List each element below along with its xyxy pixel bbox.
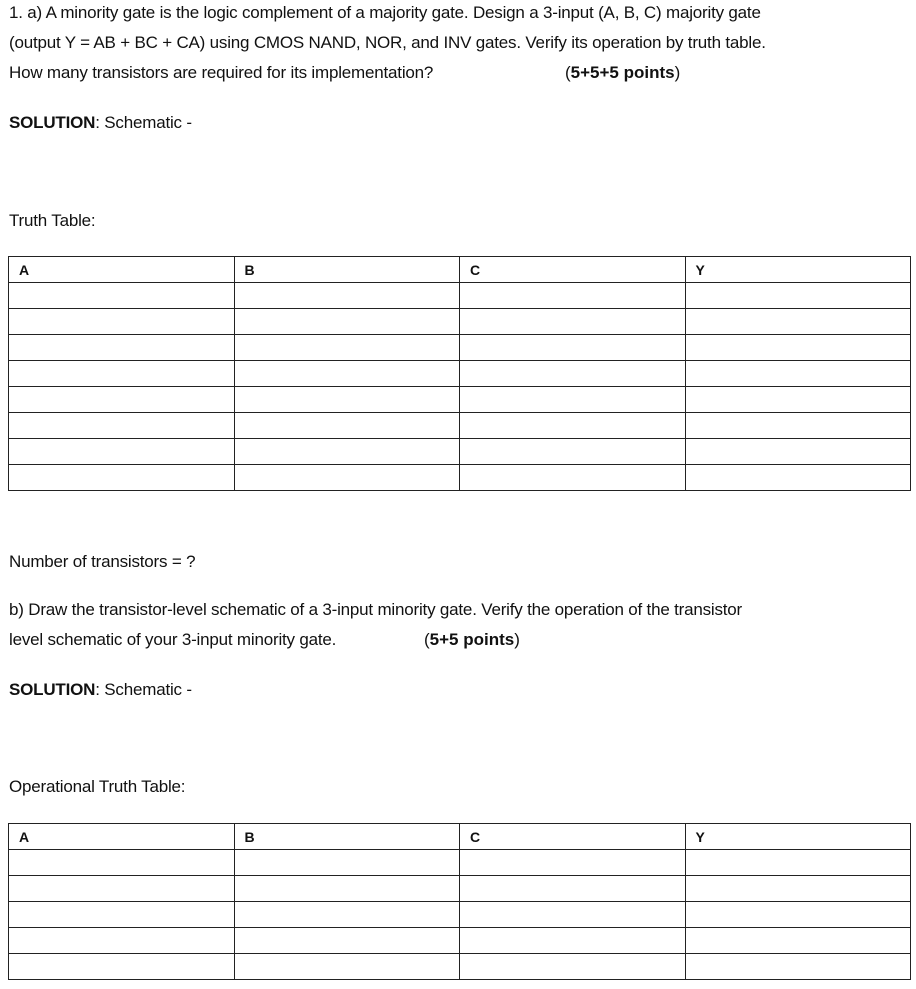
table-cell[interactable] — [234, 335, 460, 361]
table-cell[interactable] — [234, 413, 460, 439]
table-row — [9, 902, 911, 928]
column-header: Y — [685, 257, 911, 283]
table-cell[interactable] — [9, 465, 235, 491]
table-cell[interactable] — [9, 309, 235, 335]
table-cell[interactable] — [460, 361, 686, 387]
table-cell[interactable] — [9, 928, 235, 954]
column-header: C — [460, 824, 686, 850]
truth-table-a — [8, 256, 911, 491]
column-header: B — [234, 257, 460, 283]
column-header: B — [234, 824, 460, 850]
table-cell[interactable] — [234, 465, 460, 491]
table-row — [9, 850, 911, 876]
table-cell[interactable] — [685, 439, 911, 465]
question-a-line1: 1. a) A minority gate is the logic complement of a majority gate. Design a 3-input (A, B, C) majority gate — [9, 3, 761, 22]
table-cell[interactable] — [234, 928, 460, 954]
table-cell[interactable] — [685, 413, 911, 439]
table-cell[interactable] — [234, 902, 460, 928]
table-cell[interactable] — [9, 876, 235, 902]
table-cell[interactable] — [685, 387, 911, 413]
table-header-row — [9, 257, 911, 283]
table-cell[interactable] — [685, 309, 911, 335]
table-row — [9, 335, 911, 361]
table-row — [9, 283, 911, 309]
table-cell[interactable] — [685, 954, 911, 980]
table-cell[interactable] — [460, 283, 686, 309]
table-row — [9, 387, 911, 413]
table-row — [9, 928, 911, 954]
column-header: A — [9, 257, 235, 283]
table-cell[interactable] — [234, 954, 460, 980]
solution-b: SOLUTION: Schematic - — [9, 680, 192, 699]
question-b-line1: b) Draw the transistor-level schematic of a 3-input minority gate. Verify the operation of the transistor — [9, 600, 743, 619]
table-row — [9, 954, 911, 980]
table-cell[interactable] — [234, 439, 460, 465]
table-cell[interactable] — [460, 335, 686, 361]
table-cell[interactable] — [460, 954, 686, 980]
table-cell[interactable] — [9, 850, 235, 876]
table-cell[interactable] — [685, 361, 911, 387]
table-cell[interactable] — [460, 850, 686, 876]
table-cell[interactable] — [234, 387, 460, 413]
table-header-row — [9, 824, 911, 850]
table-cell[interactable] — [685, 850, 911, 876]
table-row — [9, 439, 911, 465]
table-cell[interactable] — [685, 876, 911, 902]
table-row — [9, 465, 911, 491]
table-cell[interactable] — [460, 387, 686, 413]
table-row — [9, 413, 911, 439]
table-cell[interactable] — [9, 413, 235, 439]
table-cell[interactable] — [685, 335, 911, 361]
table-cell[interactable] — [460, 439, 686, 465]
table-cell[interactable] — [460, 309, 686, 335]
solution-a: SOLUTION: Schematic - — [9, 113, 192, 132]
column-header: Y — [685, 824, 911, 850]
question-a-line2: (output Y = AB + BC + CA) using CMOS NAND, NOR, and INV gates. Verify its operation by truth table. — [9, 33, 766, 52]
column-header: C — [460, 257, 686, 283]
column-header: A — [9, 824, 235, 850]
table-cell[interactable] — [9, 283, 235, 309]
truth-table-b — [8, 823, 911, 980]
table-cell[interactable] — [9, 439, 235, 465]
table-cell[interactable] — [9, 954, 235, 980]
table-cell[interactable] — [460, 928, 686, 954]
table-cell[interactable] — [685, 465, 911, 491]
truth-table-label: Truth Table: — [9, 211, 96, 230]
table-cell[interactable] — [234, 283, 460, 309]
table-cell[interactable] — [460, 413, 686, 439]
table-cell[interactable] — [460, 902, 686, 928]
table-cell[interactable] — [234, 876, 460, 902]
table-row — [9, 309, 911, 335]
points-a: (5+5+5 points) — [565, 63, 681, 82]
table-row — [9, 361, 911, 387]
table-cell[interactable] — [9, 387, 235, 413]
table-cell[interactable] — [460, 876, 686, 902]
table-cell[interactable] — [234, 850, 460, 876]
table-cell[interactable] — [9, 361, 235, 387]
table-cell[interactable] — [685, 902, 911, 928]
table-cell[interactable] — [685, 928, 911, 954]
table-cell[interactable] — [460, 465, 686, 491]
table-cell[interactable] — [234, 309, 460, 335]
question-b-line2: level schematic of your 3-input minority gate. — [9, 630, 337, 649]
table-cell[interactable] — [234, 361, 460, 387]
question-a-line3: How many transistors are required for its implementation? — [9, 63, 434, 82]
table-cell[interactable] — [685, 283, 911, 309]
transistor-count-label: Number of transistors = ? — [9, 552, 196, 571]
points-b: (5+5 points) — [424, 630, 520, 649]
operational-truth-table-label: Operational Truth Table: — [9, 777, 186, 796]
table-row — [9, 876, 911, 902]
table-cell[interactable] — [9, 335, 235, 361]
table-cell[interactable] — [9, 902, 235, 928]
